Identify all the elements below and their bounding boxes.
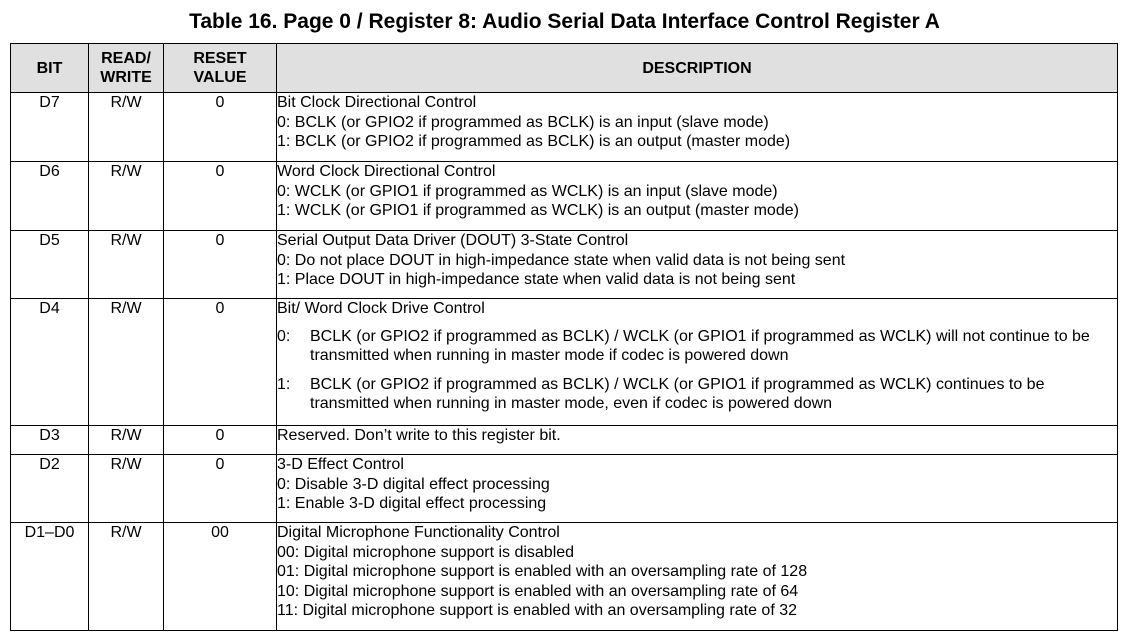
cell-description (277, 299, 1118, 426)
header-bit: BIT (11, 44, 89, 93)
cell-reset-value: 0 (164, 299, 277, 426)
cell-bit: D6 (11, 162, 89, 231)
table-row (11, 93, 1118, 162)
table-row (11, 231, 1118, 299)
enum-text: BCLK (or GPIO2 if programmed as BCLK) / WCLK (or GPIO1 if programmed as WCLK) continues to be transmitted when running in master mode, even if codec is powered down (310, 375, 1045, 412)
description-heading: Bit/ Word Clock Drive Control (277, 300, 485, 317)
enum-code: 1: (277, 375, 291, 393)
table-row (11, 299, 1118, 426)
cell-bit: D5 (11, 231, 89, 299)
description-line: 0: Disable 3-D digital effect processing (277, 475, 550, 493)
description-line: 0: Do not place DOUT in high-impedance state when valid data is not being sent (277, 251, 846, 269)
cell-read-write: R/W (89, 162, 164, 231)
cell-bit: D7 (11, 93, 89, 162)
description-heading: Reserved. Don’t write to this register bit. (277, 427, 561, 444)
description-heading: Digital Microphone Functionality Control (277, 524, 560, 541)
cell-reset-value: 0 (164, 455, 277, 523)
cell-reset-value: 0 (164, 231, 277, 299)
table-row (11, 455, 1118, 523)
cell-description (277, 93, 1118, 162)
cell-read-write: R/W (89, 426, 164, 455)
description-line: 0: WCLK (or GPIO1 if programmed as WCLK) is an input (slave mode) (277, 182, 778, 200)
cell-read-write: R/W (89, 455, 164, 523)
description-heading: 3-D Effect Control (277, 456, 404, 473)
header-row (11, 44, 1118, 93)
register-table (10, 43, 1118, 631)
enum-text: BCLK (or GPIO2 if programmed as BCLK) / WCLK (or GPIO1 if programmed as WCLK) will not continue to be transmitted when running in master mode if codec is powered down (310, 327, 1090, 364)
table-title: Table 16. Page 0 / Register 8: Audio Serial Data Interface Control Register A (189, 10, 940, 33)
cell-reset-value: 00 (164, 523, 277, 631)
cell-bit: D3 (11, 426, 89, 455)
description-line: 11: Digital microphone support is enabled with an oversampling rate of 32 (277, 602, 797, 619)
cell-reset-value: 0 (164, 93, 277, 162)
description-line: 1: Enable 3-D digital effect processing (277, 495, 547, 512)
description-line: 1: WCLK (or GPIO1 if programmed as WCLK) is an output (master mode) (277, 202, 799, 219)
description-heading: Serial Output Data Driver (DOUT) 3-State Control (277, 232, 629, 249)
header-read-write: READ/ WRITE (89, 44, 164, 93)
table-row (11, 523, 1118, 631)
header-description: DESCRIPTION (277, 44, 1118, 93)
enum-item (277, 327, 1117, 366)
cell-description (277, 523, 1118, 631)
description-line: 10: Digital microphone support is enabled with an oversampling rate of 64 (277, 582, 799, 600)
cell-read-write: R/W (89, 299, 164, 426)
cell-read-write: R/W (89, 523, 164, 631)
table-row (11, 162, 1118, 231)
description-line: 00: Digital microphone support is disabled (277, 543, 575, 561)
header-reset-value: RESET VALUE (164, 44, 277, 93)
cell-reset-value: 0 (164, 162, 277, 231)
cell-reset-value: 0 (164, 426, 277, 455)
enum-item (277, 375, 1117, 414)
description-heading: Word Clock Directional Control (277, 163, 496, 180)
description-line: 1: BCLK (or GPIO2 if programmed as BCLK) is an output (master mode) (277, 133, 791, 150)
description-line: 0: BCLK (or GPIO2 if programmed as BCLK) is an input (slave mode) (277, 113, 769, 131)
cell-bit: D1–D0 (11, 523, 89, 631)
cell-description (277, 231, 1118, 299)
cell-read-write: R/W (89, 231, 164, 299)
cell-bit: D2 (11, 455, 89, 523)
cell-description (277, 162, 1118, 231)
table-row (11, 426, 1118, 455)
cell-description (277, 426, 1118, 455)
cell-description (277, 455, 1118, 523)
description-line: 1: Place DOUT in high-impedance state when valid data is not being sent (277, 271, 796, 288)
cell-read-write: R/W (89, 93, 164, 162)
description-heading: Bit Clock Directional Control (277, 94, 477, 111)
cell-bit: D4 (11, 299, 89, 426)
description-line: 01: Digital microphone support is enabled with an oversampling rate of 128 (277, 563, 808, 580)
enum-code: 0: (277, 327, 291, 345)
